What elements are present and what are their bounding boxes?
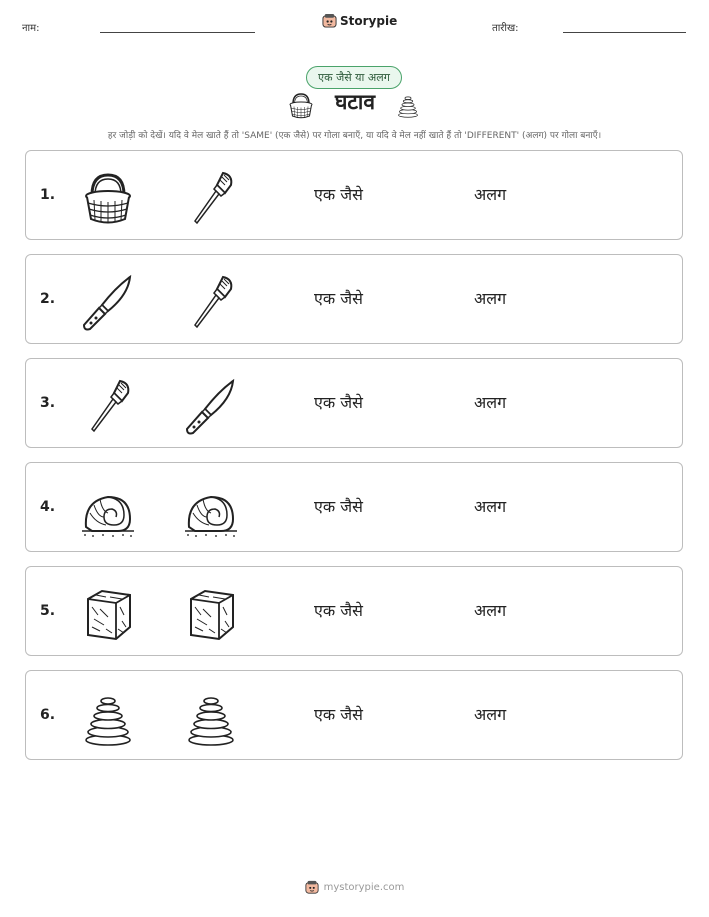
brand-logo xyxy=(322,13,397,28)
stacked-stones-icon xyxy=(395,90,421,122)
option-different[interactable]: अलग xyxy=(474,185,507,204)
question-card-5 xyxy=(25,566,683,656)
option-same[interactable]: एक जैसे xyxy=(314,185,363,204)
footer-url[interactable]: mystorypie.com xyxy=(323,881,405,893)
title-row xyxy=(0,88,709,124)
date-line[interactable] xyxy=(563,32,686,33)
option-same[interactable]: एक जैसे xyxy=(314,289,363,308)
stacked-stones-icon xyxy=(181,689,241,749)
screwdriver-icon xyxy=(181,273,241,333)
question-card-1 xyxy=(25,150,683,240)
option-different[interactable]: अलग xyxy=(474,705,507,724)
option-same[interactable]: एक जैसे xyxy=(314,705,363,724)
question-number: 5. xyxy=(40,603,56,619)
option-different[interactable]: अलग xyxy=(474,497,507,516)
instructions: हर जोड़ी को देखें। यदि वे मेल खाते हैं तो 'SAME' (एक जैसे) पर गोला बनाएँ, या यदि वे मेल नहीं खाते हैं तो 'DIFFERENT' (अलग) पर गोला बनाएँ। xyxy=(107,131,602,141)
screwdriver-icon xyxy=(78,377,138,437)
option-different[interactable]: अलग xyxy=(474,393,507,412)
screwdriver-icon xyxy=(181,169,241,229)
option-same[interactable]: एक जैसे xyxy=(314,497,363,516)
question-card-4 xyxy=(25,462,683,552)
brand-name: Storypie xyxy=(340,13,398,28)
basket-icon xyxy=(286,91,316,121)
page-title: घटाव xyxy=(334,90,376,114)
question-number: 3. xyxy=(40,395,56,411)
topic-badge: एक जैसे या अलग xyxy=(306,66,402,89)
option-same[interactable]: एक जैसे xyxy=(314,393,363,412)
option-different[interactable]: अलग xyxy=(474,601,507,620)
question-number: 1. xyxy=(40,187,56,203)
stacked-stones-icon xyxy=(78,689,138,749)
question-card-3 xyxy=(25,358,683,448)
option-different[interactable]: अलग xyxy=(474,289,507,308)
storypie-logo-icon xyxy=(305,880,319,894)
storypie-logo-icon xyxy=(322,13,337,28)
option-same[interactable]: एक जैसे xyxy=(314,601,363,620)
question-card-6 xyxy=(25,670,683,760)
snail-shell-icon xyxy=(78,481,138,541)
question-number: 4. xyxy=(40,499,56,515)
question-card-2 xyxy=(25,254,683,344)
name-line[interactable] xyxy=(100,32,255,33)
stone-cube-icon xyxy=(78,585,138,645)
snail-shell-icon xyxy=(181,481,241,541)
basket-icon xyxy=(78,169,138,229)
knife-icon xyxy=(181,377,241,437)
knife-icon xyxy=(78,273,138,333)
date-label: तारीख: xyxy=(492,23,519,34)
question-number: 2. xyxy=(40,291,56,307)
question-number: 6. xyxy=(40,707,56,723)
name-label: नाम: xyxy=(22,23,40,34)
footer xyxy=(0,880,709,894)
stone-cube-icon xyxy=(181,585,241,645)
